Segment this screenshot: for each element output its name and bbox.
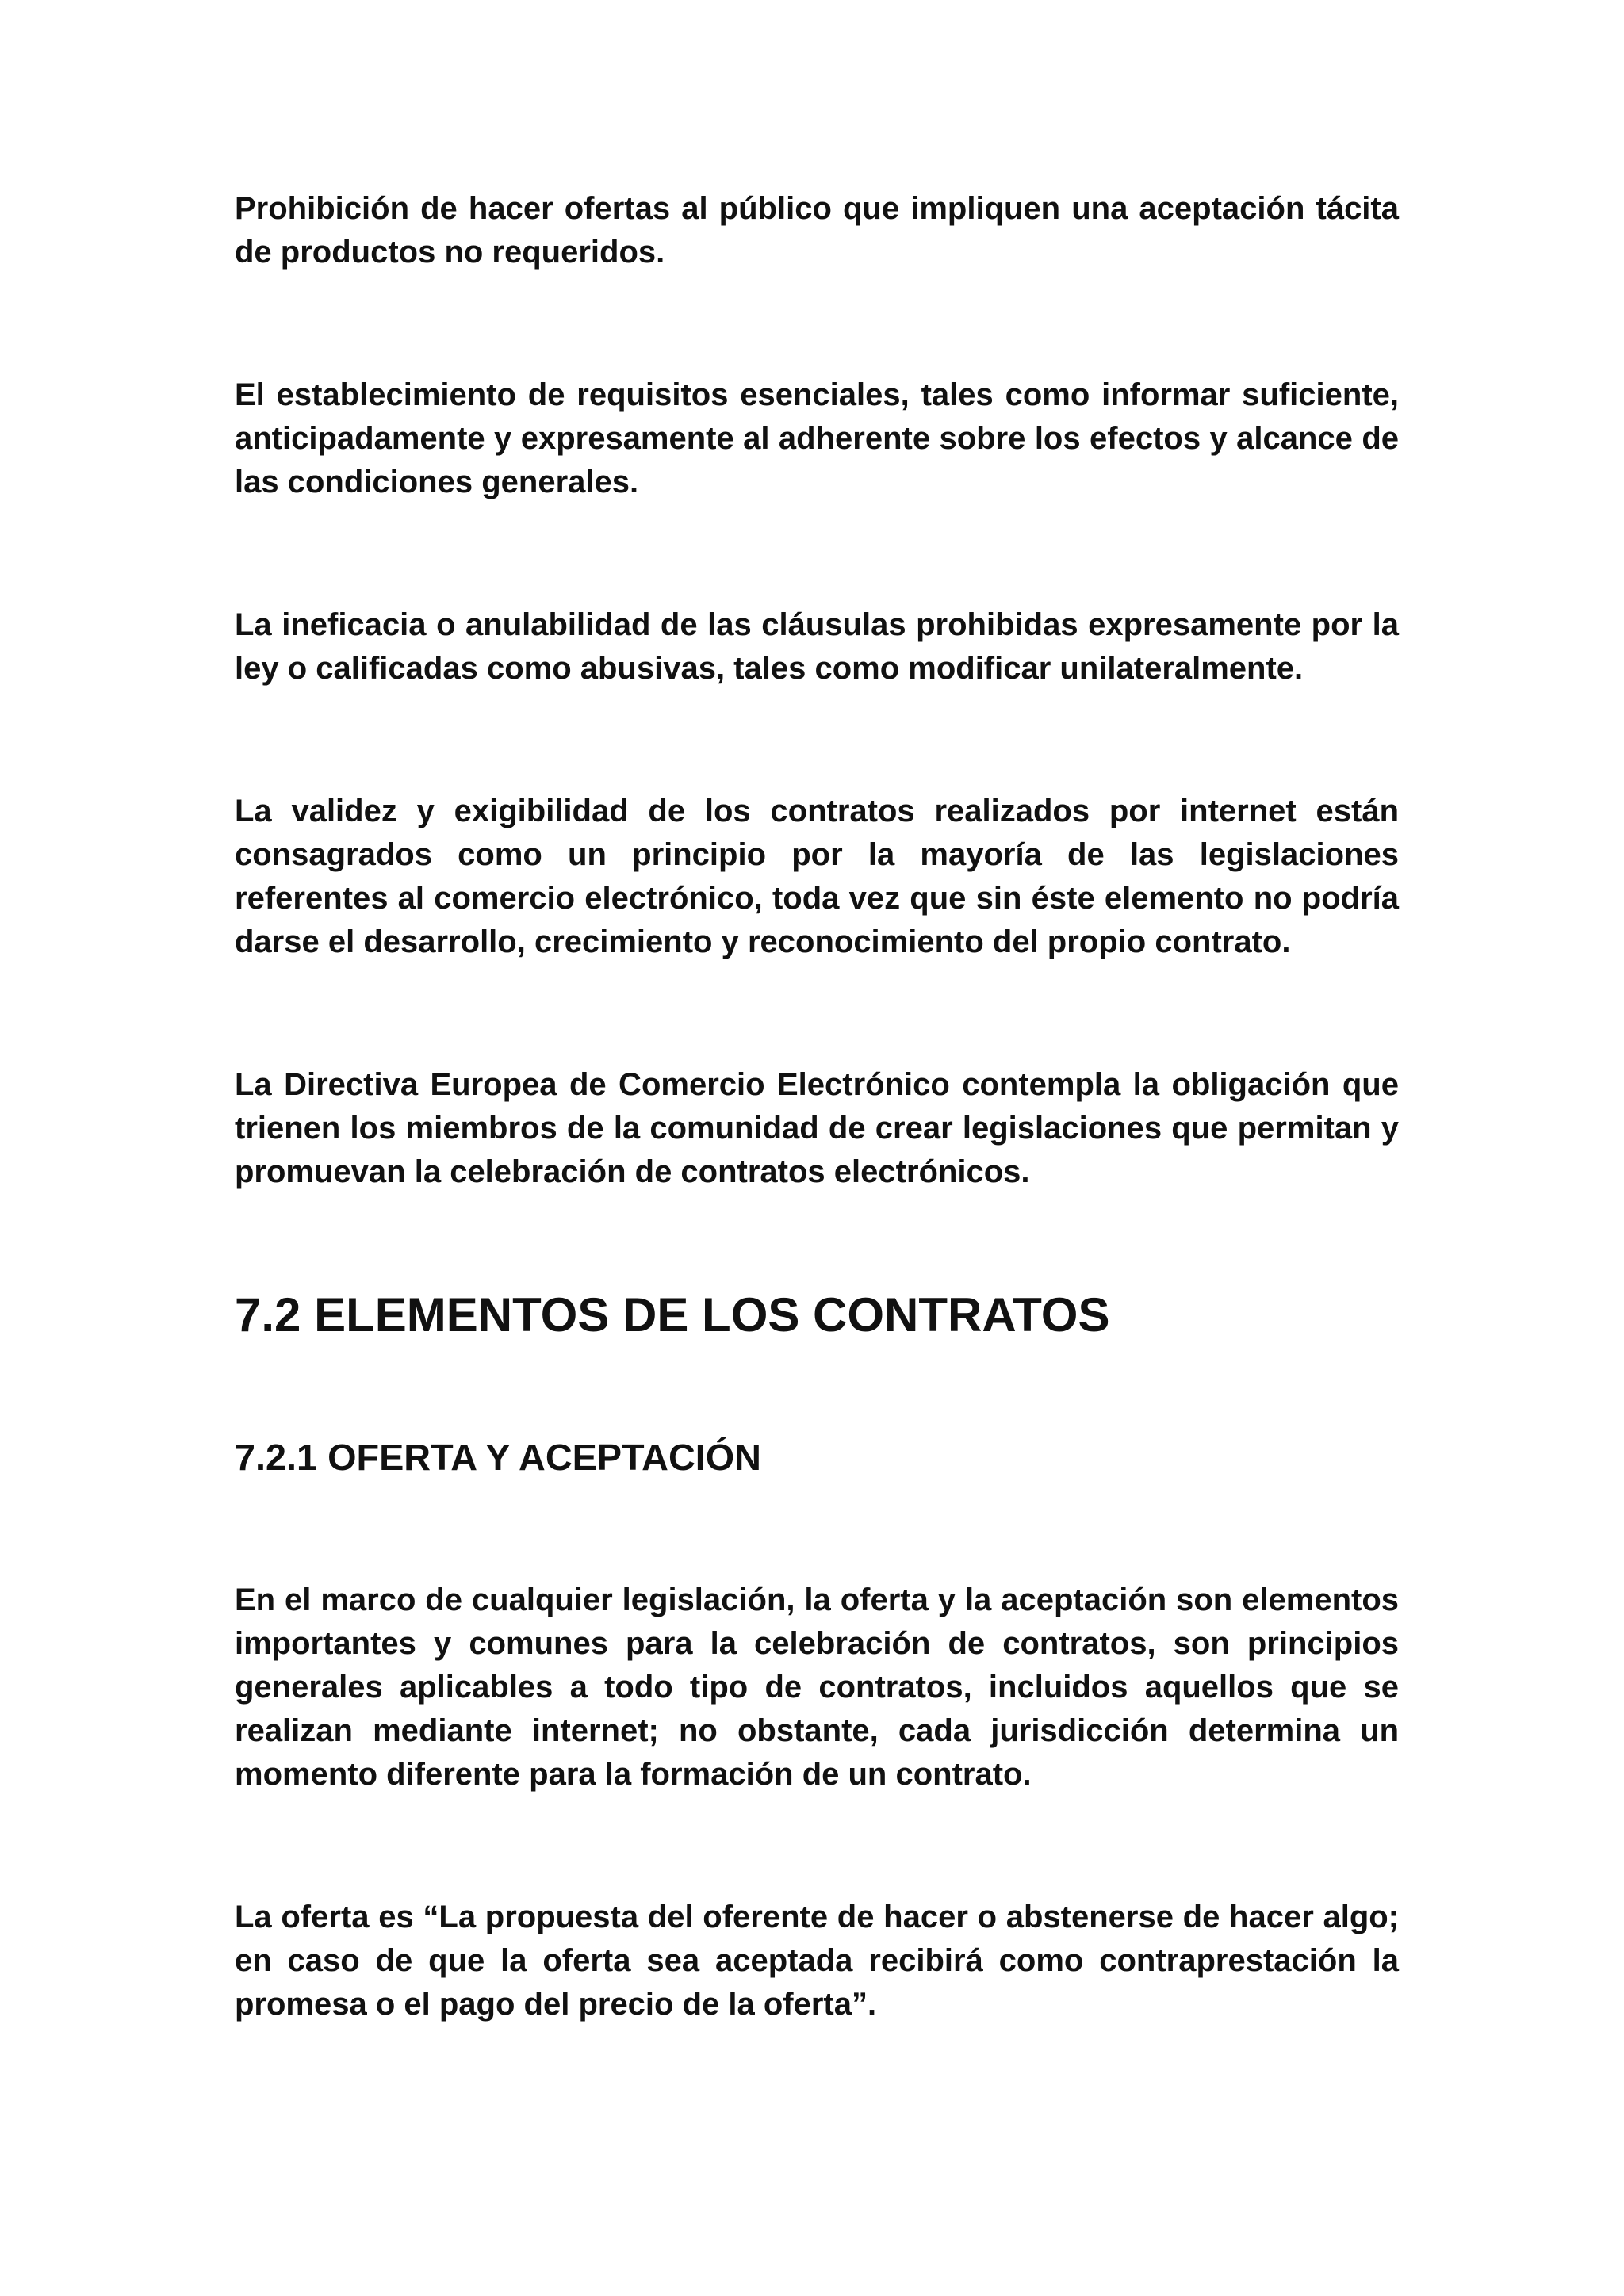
paragraph-european-directive: La Directiva Europea de Comercio Electrónico contempla la obligación que trienen los miembros de la comunidad de crear legislaciones que permitan y promuevan la celebración de contratos electrónicos.: [235, 1067, 1399, 1189]
document-body: [235, 187, 1399, 2026]
paragraph-essential-requirements: El establecimiento de requisitos esenciales, tales como informar suficiente, anticipadamente y expresamente al adherente sobre los efectos y alcance de las condiciones generales.: [235, 377, 1399, 499]
section-heading: 7.2 ELEMENTOS DE LOS CONTRATOS: [235, 1288, 1110, 1341]
paragraph-clause-ineffectiveness: La ineficacia o anulabilidad de las cláusulas prohibidas expresamente por la ley o calificadas como abusivas, tales como modificar unilateralmente.: [235, 607, 1399, 686]
paragraph-offer-acceptance: En el marco de cualquier legislación, la oferta y la aceptación son elementos importantes y comunes para la celebración de contratos, son principios generales aplicables a todo tipo de contratos, incluidos aquellos que se realizan mediante internet; no obstante, cada jurisdicción determina un momento diferente para la formación de un contrato.: [235, 1582, 1399, 1792]
paragraph-offers-prohibition: Prohibición de hacer ofertas al público que impliquen una aceptación tácita de productos no requeridos.: [235, 191, 1399, 270]
paragraph-contract-validity: La validez y exigibilidad de los contratos realizados por internet están consagrados como un principio por la mayoría de las legislaciones referentes al comercio electrónico, toda vez que sin éste elemento no podría darse el desarrollo, crecimiento y reconocimiento del propio contrato.: [235, 794, 1399, 959]
subsection-heading: 7.2.1 OFERTA Y ACEPTACIÓN: [235, 1437, 761, 1478]
paragraph-offer-definition: La oferta es “La propuesta del oferente de hacer o abstenerse de hacer algo; en caso de que la oferta sea aceptada recibirá como contraprestación la promesa o el pago del precio de la oferta”.: [235, 1900, 1399, 2022]
